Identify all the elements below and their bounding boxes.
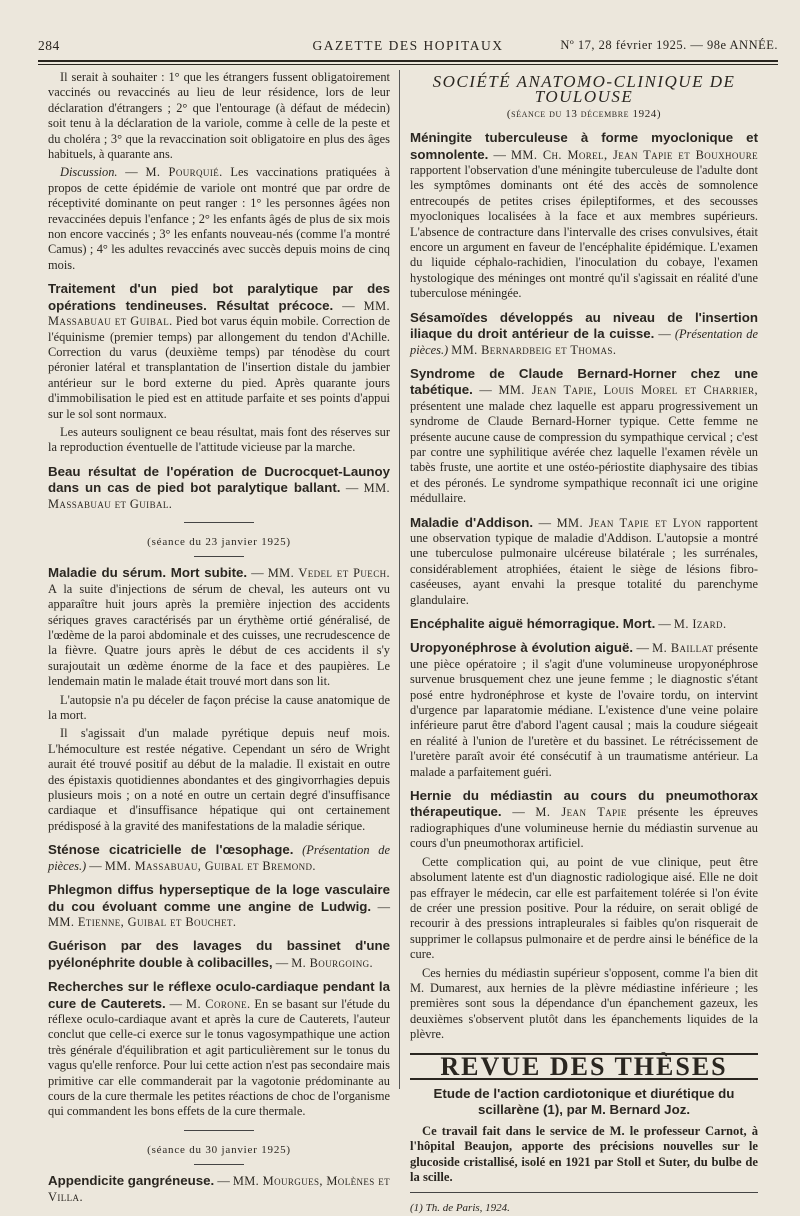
entry-authors: M. Izard. xyxy=(673,617,727,631)
right-column xyxy=(410,70,759,1214)
revue-title: REVUE DES THÈSES xyxy=(440,1051,728,1081)
entry-authors: MM. Ch. Morel, Jean Tapie et Bouxhoure xyxy=(510,147,758,162)
entry-paragraph: Ces hernies du médiastin supérieur s'opposent, comme l'a bien dit M. Dumarest, aux hernies de la plèvre médiastine inférieure ; les premières sont sous la dépendance d'un épanchement gazeux, les deuxièmes s'observent plutôt dans les épanchements liquides de la plèvre. xyxy=(410,965,758,1042)
entry-text: En se basant sur l'étude du réflexe oculo-cardiaque avant et après la cure de Cauterets, l'auteur conclut que celle-ci exerce sur le tonus vagosympathique une action très générale d'équilibration et agit particulièrement sur le tonus du vagus qu'elle renforce. Pour lui cette action n'est pas secondaire mais primitive car elle commanderait par la vagotonie prédominante au cours de la cure thermale les petites réactions de choc de l'organisme qui commandent les bons effets de la cure thermale. xyxy=(48,996,390,1119)
entry-authors: MM. Mourgues, Molènes et Villa. xyxy=(48,1174,390,1204)
entry-text: Pied bot varus équin mobile. Correction de l'équinisme (premier temps) par allongement du tendon d'Achille. Correction du varus (deuxième temps) par ténodèse du court péronier latéral et transplantation de l'insertion distale du jambier antérieur sur le bord externe du pied. Après quarante jours d'immobilisation le pied est en attitude parfaite et ses points d'appui sur le sol sont normaux. xyxy=(48,314,390,421)
entry-title: Guérison par des lavages du bassinet d'une pyélonéphrite double à colibacilles, xyxy=(48,938,390,970)
entry-text: rapportent l'observation d'une méningite tuberculeuse de l'adulte dont les symptômes dominants ont été des accès de somnolence entrecoupés de petites crises épileptiformes, et des secousses myocloniques localisées à la face et aux membres supérieurs. L'absence de contracture dans l'intervalle des crises convulsives, était encore un argument en faveur de l'encéphalite épidémique. L'examen du liquide céphalo-rachidien, l'inoculation du cobaye, l'examen hystologique des méninges ont montré qu'il s'agissait en réalité d'une tuberculose méningée. xyxy=(410,163,758,301)
column-divider xyxy=(399,70,400,1089)
entry-horner: Syndrome de Claude Bernard-Horner chez une tabétique. — MM. Jean Tapie, Louis Morel et Charrier, présentent une malade chez laquelle est apparu progressivement un syndrome de Claude Bernard-Horner typique. Cette femme ne présente aucune cause de compression du sympathique cervical ; c'est par contre une syphilitique avérée chez laquelle l'examen révèle un tabès fruste, une aortite et une ostéo-périostite diaphysaire des tibias et des péronés. Le syndrome sympathique reconnaît ici une origine médullaire. xyxy=(410,365,758,506)
entry-serum: Maladie du sérum. Mort subite. — MM. Vedel et Puech. A la suite d'injections de sérum de cheval, les auteurs ont vu apparaître huit jours après la première injection des accidents sériques graves caractérisés par un érythème ortié généralisé, de l'œdème de la paroi abdominale et des cuisses, une recrudescence de la fièvre. Quatre jours après le début de ces accidents il s'y surajoutait un œdème énorme de la face et des paupières. Le lendemain matin le malade était trouvé mort dans son lit. xyxy=(48,565,390,689)
discussion-text: Les vaccinations pratiquées à propos de cette épidémie de variole ont montré que par ordre de réceptivité dominante on peut ranger : 1° les personnes âgées non revaccinées depuis l'enfance ; 2° les enfants âgés de plus de six mois non encore vaccinés ; 3° les enfants nouveau-nés (comme l'a montré Camus) ; 4° les adultes revaccinés avec succès depuis moins de cinq mois. xyxy=(48,165,390,272)
entry-text: A la suite d'injections de sérum de cheval, les auteurs ont vu apparaître huit jours après la première injection des accidents sériques graves caractérisés par un érythème ortié généralisé, de l'œdème de la paroi abdominale et des cuisses, une recrudescence de la fièvre. Quatre jours après le début de ces accidents il s'y surajoutait un œdème énorme de la face et des paupières. Le lendemain matin le malade était trouvé mort dans son lit. xyxy=(48,581,390,689)
entry-paragraph: Cette complication qui, au point de vue clinique, peut être absolument latente est d'un diagnostic radiologique aisé. Elle ne doit pas effrayer le médecin, car elle est parfaitement tolérée si l'on évite de créer une pression positive. Pour la réduire, on serait obligé de recourir à des pressions intrapleurales si faibles qu'on risquerait de supprimer le collapsus pulmonaire et de perdre ainsi le bénéfice de la cure. xyxy=(410,854,758,962)
entry-appendicite: Appendicite gangréneuse. — MM. Mourgues, Molènes et Villa. xyxy=(48,1173,390,1204)
entry-authors: MM. Massabuau, Guibal et Bremond. xyxy=(104,858,316,873)
entry-text: présente une pièce opératoire ; il s'agit d'une volumineuse uropyonéphrose survenue brusquement chez une jeune femme ; le diagnostic s'étant posé entre hydronéphrose et kyste de l'ovaire tordu, on intervint d'urgence par laparatomie médiane. L'existence d'une veine polaire inférieure parut être d'abord l'agent causal ; mais la coudure siégeait en réalité à l'union de l'uretère et du bassinet. Le rétrécissement de l'uretère paraît avoir été consécutif à un traumatisme antérieur. La malade a parfaitement guéri. xyxy=(410,641,759,779)
seance-heading: (séance du 23 janvier 1925) xyxy=(147,535,291,548)
intro-paragraph: Il serait à souhaiter : 1° que les étrangers fussent obligatoirement vaccinés ou revaccinés au lieu de leur résidence, lors de leur déclaration d'étrangers ; 2° que l'entourage (à défaut de médecin) soit tenu à la déclaration de la variole, comme à celle de la peste et du choléra ; 3° que la revaccination soit obligatoire en plus des âges habituels, à quarante ans. xyxy=(48,70,390,162)
page-header xyxy=(38,36,778,58)
entry-pied-bot: Traitement d'un pied bot paralytique par des opérations tendineuses. Résultat précoce. — MM. Massabuau et Guibal. Pied bot varus équin mobile. Correction de l'équinisme (premier temps) par allongement du tendon d'Achille. Correction du varus (deuxième temps) par ténodèse du court péronier latéral et transplantation de l'insertion distale du jambier antérieur sur le bord externe du pied. Après quarante jours d'immobilisation le pied est en attitude parfaite et ses points d'appui sur le sol sont normaux. xyxy=(48,281,390,421)
entry-paragraph: Les auteurs soulignent ce beau résultat, mais font des réserves sur la reproduction éventuelle de l'attitude vicieuse par la marche. xyxy=(48,424,390,455)
discussion-paragraph: Discussion. — M. Pourquié. Les vaccinations pratiquées à propos de cette épidémie de variole ont montré que par ordre de réceptivité dominante on peut ranger : 1° les personnes âgées non revaccinées depuis l'enfance ; 2° les enfants âgés de plus de six mois non encore vaccinés ; 3° les enfants nouveau-nés (comme l'a montré Camus) ; 4° les adultes revaccinés avec succès depuis moins de cinq mois. xyxy=(48,165,390,272)
entry-title: Appendicite gangréneuse. xyxy=(48,1173,215,1189)
entry-authors: MM. Jean Tapie et Lyon xyxy=(556,515,702,530)
entry-ducrocquet: Beau résultat de l'opération de Ducrocquet-Launoy dans un cas de pied bot paralytique ballant. — MM. Massabuau et Guibal. xyxy=(48,463,390,511)
entry-title: Méningite tuberculeuse à forme myoclonique et somnolente. xyxy=(410,130,758,162)
entry-title: Phlegmon diffus hyperseptique de la loge vasculaire du cou évoluant comme une angine de Ludwig. xyxy=(48,882,390,914)
thesis-title: Etude de l'action cardiotonique et diurétique du scillarène (1), par M. Bernard Joz. xyxy=(433,1085,735,1117)
entry-text: présentent une malade chez laquelle est apparu progressivement un syndrome de Claude Bernard-Horner typique. Cette femme ne présente aucune cause de compression du sympathique cervical ; c'est par contre une syphilitique avérée chez laquelle l'examen révèle un tabès fruste, une aortite et une ostéo-périostite diaphysaire des tibias et des péronés. Le syndrome sympathique reconnaît ici une origine médullaire. xyxy=(410,398,758,506)
entry-title: Traitement d'un pied bot paralytique par des opérations tendineuses. Résultat précoce. xyxy=(48,281,390,313)
entry-title: Hernie du médiastin au cours du pneumothorax thérapeutique. xyxy=(410,788,758,820)
entry-uropyonephrose: Uropyonéphrose à évolution aiguë. — M. Baillat présente une pièce opératoire ; il s'agit d'une volumineuse uropyonéphrose survenue brusquement chez une jeune femme ; le diagnostic s'étant posé entre hydronéphrose et kyste de l'ovaire tordu, on intervint d'urgence par laparatomie médiane. L'existence d'une veine polaire inférieure parut être d'abord l'agent causal ; mais la coudure siégeait en réalité à l'union de l'uretère et du bassinet. Le rétrécissement de l'uretère paraît avoir été consécutif à un traumatisme antérieur. La malade a parfaitement guéri. xyxy=(410,640,759,779)
entry-title: Uropyonéphrose à évolution aiguë. xyxy=(410,640,634,656)
journal-title: GAZETTE DES HOPITAUX xyxy=(312,38,504,53)
header-rule xyxy=(38,60,778,62)
entry-title: Sésamoïdes développés au niveau de l'insertion iliaque du droit antérieur de la cuisse. xyxy=(410,309,758,342)
section-rule xyxy=(194,556,244,557)
entry-note: (Présentation de pièces.) xyxy=(410,327,758,357)
entry-authors: MM. Vedel et Puech. xyxy=(267,566,390,581)
revue-heading-box xyxy=(410,1053,758,1080)
entry-encephalite: Encéphalite aiguë hémorragique. Mort. — M. Izard. xyxy=(410,616,727,631)
section-rule xyxy=(184,1130,254,1131)
left-column xyxy=(48,70,390,1204)
entry-title: Syndrome de Claude Bernard-Horner chez une tabétique. xyxy=(410,365,758,398)
entry-authors: M. Baillat xyxy=(652,641,714,656)
entry-title: Encéphalite aiguë hémorragique. Mort. xyxy=(410,616,656,631)
entry-title: Recherches sur le réflexe oculo-cardiaque pendant la cure de Cauterets. xyxy=(48,979,390,1011)
entry-title: Maladie d'Addison. xyxy=(410,514,534,530)
entry-addison: Maladie d'Addison. — MM. Jean Tapie et Lyon rapportent une observation typique de maladie d'Addison. L'autopsie a montré une tuberculose pulmonaire ulcéreuse bilatérale ; les surrénales, considérablement atrophiées, étaient le siège de lésions fibro-caséeuses, ayant envahi la presque totalité du parenchyme glandulaire. xyxy=(410,514,758,607)
entry-reflexe: Recherches sur le réflexe oculo-cardiaque pendant la cure de Cauterets. — M. Corone. En se basant sur l'étude du réflexe oculo-cardiaque avant et après la cure de Cauterets, l'auteur conclut que celle-ci exerce sur le tonus vagosympathique une action très générale d'équilibration et agit particulièrement sur le tonus du vagus qu'elle renforce. Pour lui cette action n'est pas secondaire mais primitive car elle commanderait par la vagotonie prédominante au cours de la cure thermale les petites réactions de choc de l'organisme qui commandent les bons effets de la cure thermale. xyxy=(48,979,390,1119)
entry-authors: MM. Massabuau et Guibal. xyxy=(48,481,390,511)
entry-authors: M. Jean Tapie xyxy=(535,805,627,820)
entry-stenose: Sténose cicatricielle de l'œsophage. (Présentation de pièces.) — MM. Massabuau, Guibal et Bremond. xyxy=(48,842,390,873)
entry-authors: MM. Jean Tapie, Louis Morel et Charrier, xyxy=(498,383,758,398)
entry-authors: M. Bourgoing. xyxy=(291,955,374,970)
issue-info: Nº 17, 28 février 1925. — 98e ANNÉE. xyxy=(560,38,778,52)
discussion-label: Discussion. xyxy=(60,165,118,180)
entry-phlegmon: Phlegmon diffus hyperseptique de la loge vasculaire du cou évoluant comme une angine de Ludwig. — MM. Etienne, Guibal et Bouchet. xyxy=(48,882,390,929)
entry-text: présente les épreuves radiographiques d'une volumineuse hernie du médiastin survenue au cours d'un pneumothorax artificiel. xyxy=(410,805,758,851)
entry-meningite: Méningite tuberculeuse à forme myoclonique et somnolente. — MM. Ch. Morel, Jean Tapie et Bouxhoure rapportent l'observation d'une méningite tuberculeuse de l'adulte dont les symptômes dominants ont été des accès de somnolence entrecoupés de petites crises épileptiformes, et des secousses myocloniques localisées à la face et aux membres supérieurs. L'absence de contracture dans l'intervalle des crises convulsives, était encore un argument en faveur de l'encéphalite épidémique. L'examen du liquide céphalo-rachidien, l'inoculation du cobaye, l'examen hystologique des méninges ont montré qu'il s'agissait en réalité d'une tuberculose méningée. xyxy=(410,130,758,301)
entry-authors: MM. Etienne, Guibal et Bouchet. xyxy=(48,914,237,929)
entry-paragraph: L'autopsie n'a pu déceler de façon précise la cause anatomique de la mort. xyxy=(48,692,390,723)
entry-paragraph: Il s'agissait d'un malade pyrétique depuis neuf mois. L'hémoculture est restée négative. Cependant un séro de Wright aurait été trouvé positif au début de la maladie. Il existait en outre des épistaxis quotidiennes abondantes et des gingivorrhagies depuis plusieurs mois ; on a noté en outre un certain degré d'insuffisance cardiaque et d'insuffisance hépatique qui ont certainement prédisposé à la gravité des manifestations de la maladie sérique. xyxy=(48,726,390,833)
entry-pyelonephrite: Guérison par des lavages du bassinet d'une pyélonéphrite double à colibacilles, — M. Bourgoing. xyxy=(48,938,390,970)
society-title: SOCIÉTÉ ANATOMO-CLINIQUE DE TOULOUSE xyxy=(432,72,736,107)
entry-title: Maladie du sérum. Mort subite. xyxy=(48,565,248,581)
entry-authors: MM. Massabuau et Guibal. xyxy=(48,298,390,329)
section-rule xyxy=(184,522,254,523)
seance-heading: (séance du 30 janvier 1925) xyxy=(147,1143,291,1156)
entry-sesamoides: Sésamoïdes développés au niveau de l'insertion iliaque du droit antérieur de la cuisse. — (Présentation de pièces.) MM. Bernardbeig et Thomas. xyxy=(410,309,758,357)
entry-authors: M. Corone. xyxy=(186,996,251,1011)
entry-note: (Présentation de pièces.) xyxy=(48,843,390,873)
footnote: (1) Th. de Paris, 1924. xyxy=(410,1192,758,1216)
thesis-text: Ce travail fait dans le service de M. le professeur Carnot, à l'hôpital Beaujon, apporte des précisions nouvelles sur le glucoside cristallisé, isolé en 1921 par Stoll et Suter, du bulbe de la scille. xyxy=(410,1123,758,1185)
entry-title: Beau résultat de l'opération de Ducrocquet-Launoy dans un cas de pied bot paralytique ballant. xyxy=(48,463,390,496)
seance-heading: (séance du 13 décembre 1924) xyxy=(506,107,662,120)
discussion-author: M. Pourquié. xyxy=(145,165,223,180)
section-rule xyxy=(194,1164,244,1165)
entry-hernie: Hernie du médiastin au cours du pneumothorax thérapeutique. — M. Jean Tapie présente les épreuves radiographiques d'une volumineuse hernie du médiastin survenue au cours d'un pneumothorax artificiel. xyxy=(410,788,758,851)
page-number: 284 xyxy=(38,38,60,53)
entry-authors: MM. Bernardbeig et Thomas. xyxy=(451,342,617,357)
entry-text: rapportent une observation typique de maladie d'Addison. L'autopsie a montré une tuberculose pulmonaire ulcéreuse bilatérale ; les surrénales, considérablement atrophiées, étaient le siège de lésions fibro-caséeuses, ayant envahi la presque totalité du parenchyme glandulaire. xyxy=(410,515,758,607)
entry-title: Sténose cicatricielle de l'œsophage. xyxy=(48,842,294,858)
header-rule-thin xyxy=(38,64,778,65)
